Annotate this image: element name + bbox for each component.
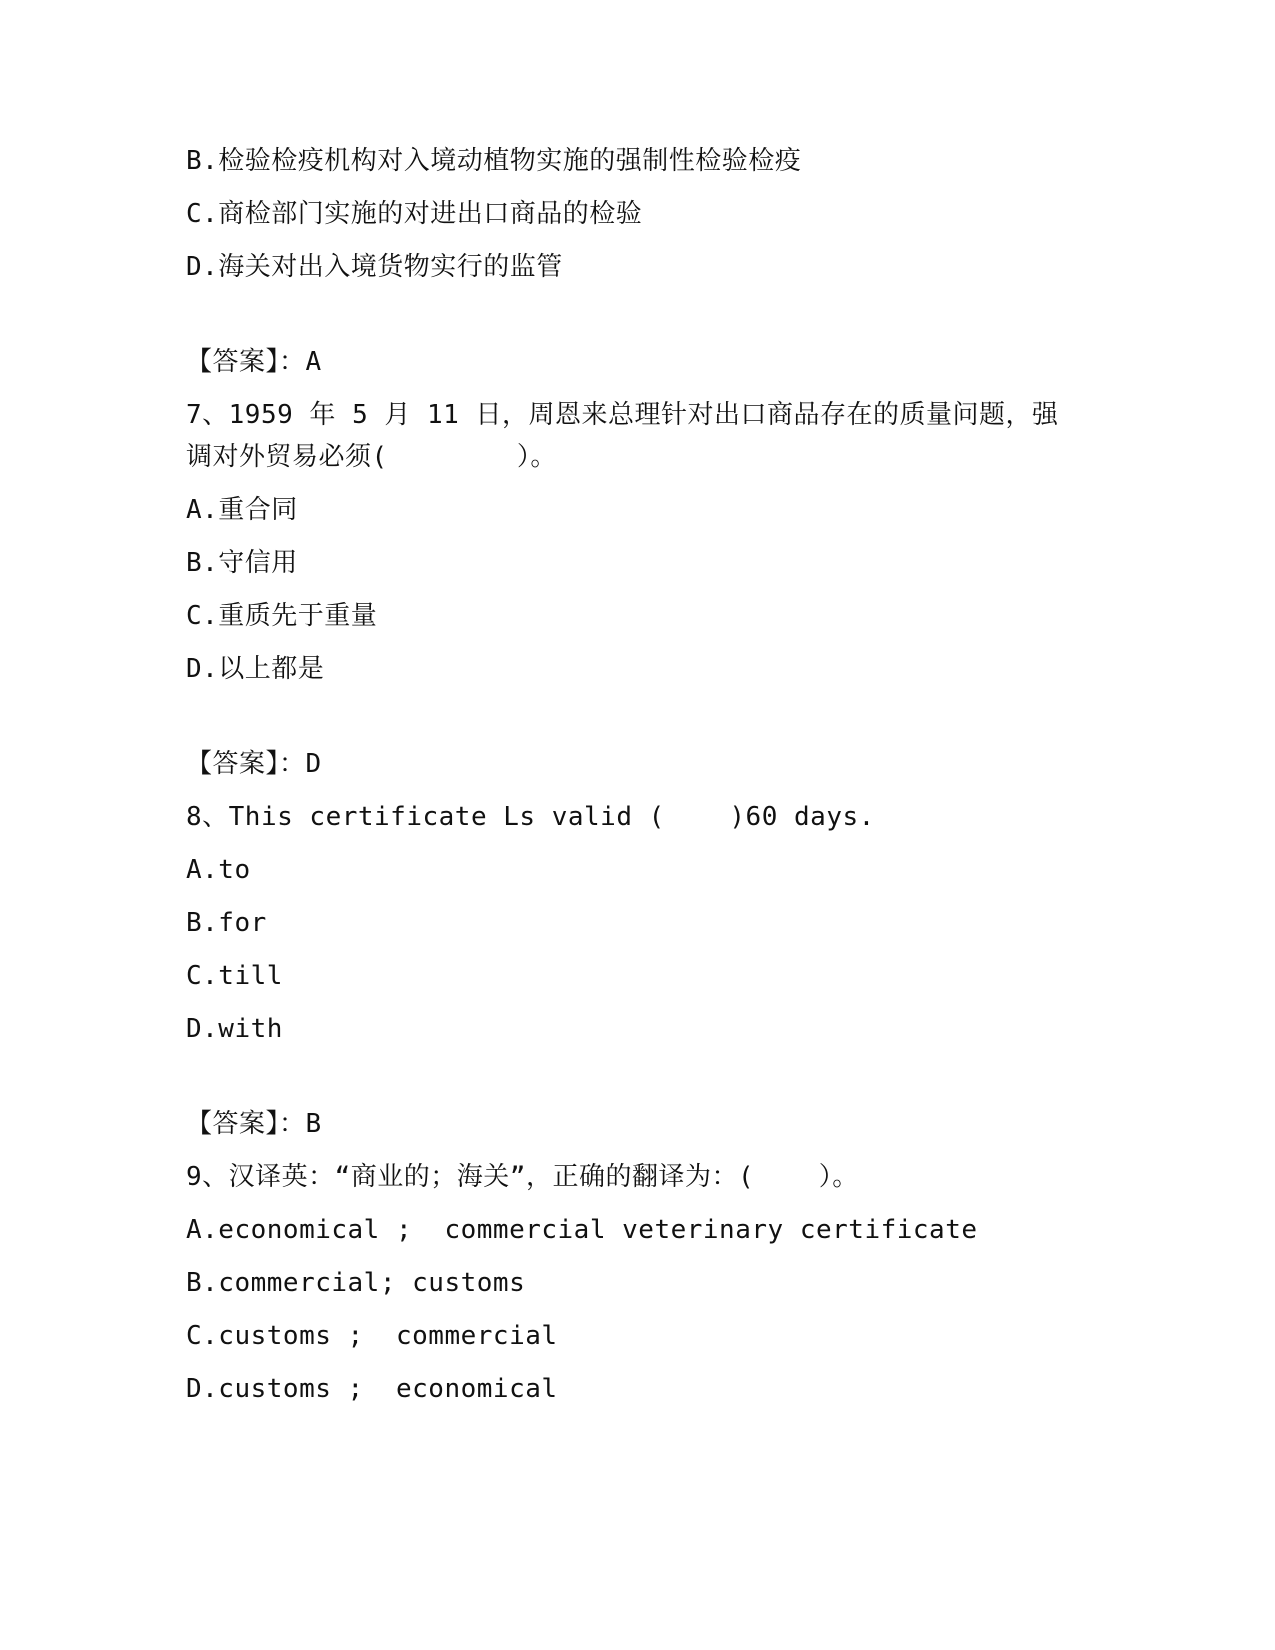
q6-option-c: C.商检部门实施的对进出口商品的检验	[186, 199, 643, 229]
q7-option-a: A.重合同	[186, 495, 298, 525]
q7-answer: 【答案】：D	[186, 749, 322, 779]
q6-answer: 【答案】：A	[186, 347, 322, 377]
q7-stem-line2: 调对外贸易必须( ）。	[186, 442, 557, 472]
q7-option-d: D.以上都是	[186, 654, 325, 684]
q7-option-b: B.守信用	[186, 548, 298, 578]
q9-option-b: B.commercial; customs	[186, 1268, 526, 1298]
q9-option-a: A.economical ; commercial veterinary certificate	[186, 1215, 978, 1245]
q8-option-b: B.for	[186, 908, 267, 938]
q7-stem-line1: 7、1959 年 5 月 11 日，周恩来总理针对出口商品存在的质量问题，强	[186, 400, 1059, 430]
q8-option-a: A.to	[186, 855, 251, 885]
q6-option-d: D.海关对出入境货物实行的监管	[186, 252, 563, 282]
q6-option-b: B.检验检疫机构对入境动植物实施的强制性检验检疫	[186, 146, 802, 176]
q9-option-c: C.customs ; commercial	[186, 1321, 558, 1351]
q8-stem: 8、This certificate Ls valid ( )60 days.	[186, 802, 875, 832]
q8-option-d: D.with	[186, 1014, 283, 1044]
q7-option-c: C.重质先于重量	[186, 601, 378, 631]
q9-option-d: D.customs ; economical	[186, 1374, 558, 1404]
q9-stem: 9、汉译英：“商业的；海关”，正确的翻译为：( ）。	[186, 1162, 859, 1192]
q8-answer: 【答案】：B	[186, 1109, 322, 1139]
q8-option-c: C.till	[186, 961, 283, 991]
